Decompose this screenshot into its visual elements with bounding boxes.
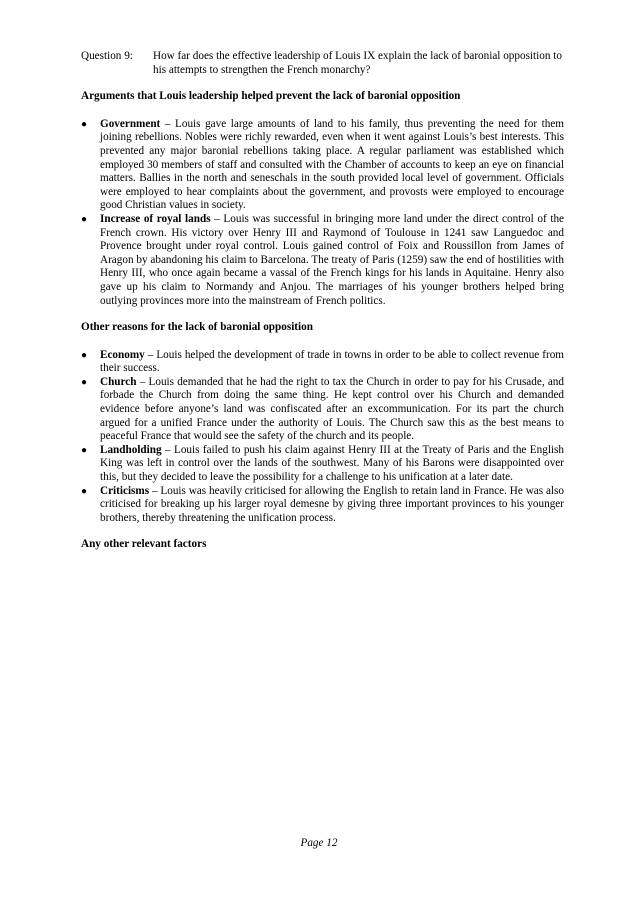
item-term: Criticisms: [100, 484, 150, 497]
bullet-icon: ●: [81, 376, 88, 388]
item-term: Church: [100, 375, 137, 388]
list-item: [81, 213, 564, 308]
item-term: Government: [100, 117, 161, 130]
bullet-icon: ●: [81, 349, 88, 361]
item-text: – Louis helped the development of trade in towns in order to be able to collect revenue from their success.: [100, 348, 564, 375]
list-item: [81, 444, 564, 485]
bullet-list-other-reasons: [81, 349, 564, 526]
question-label: Question 9:: [81, 50, 133, 62]
item-text: – Louis failed to push his claim against Henry III at the Treaty of Paris and the English King was left in control over the lands of the southwest. Many of his Barons were disappointed over this, but they decided to leave the possibility for a challenge to his unification at a later date.: [100, 443, 564, 484]
bullet-icon: ●: [81, 213, 88, 225]
item-text: – Louis gave large amounts of land to his family, thus preventing the need for them joining rebellions. Nobles were richly rewarded, even when it went against Louis’s best interests. This prevented any major baronial rebellions taking place. A regular parliament was established which employed 30 members of staff and consulted with the Chamber of accounts to keep an eye on financial matters. Ballies in the north and seneschals in the south provided local level of government. Officials were employed to hear complaints about the government, and provosts were employed to encourage good Christian values in society.: [100, 117, 564, 212]
item-term: Increase of royal lands: [100, 212, 211, 225]
bullet-icon: ●: [81, 485, 88, 497]
page-number: Page 12: [300, 837, 338, 849]
bullet-list-arguments: [81, 118, 564, 308]
item-term: Landholding: [100, 443, 162, 456]
bullet-icon: ●: [81, 118, 88, 130]
list-item: [81, 118, 564, 213]
document-page: [81, 44, 564, 552]
list-item: [81, 485, 564, 526]
list-item: [81, 349, 564, 376]
question-block: [81, 50, 564, 77]
item-text: – Louis demanded that he had the right to tax the Church in order to pay for his Crusade, and forbade the Church from doing the same thing. He kept control over his Church and demanded evidence before anyone’s land was confiscated after an excommunication. For its part the church argued for a unified France under the authority of Louis. The Church saw this as the best means to peaceful France that would see the safety of the church and its people.: [100, 375, 564, 443]
section-heading-other-factors: Any other relevant factors: [81, 538, 207, 551]
section-heading-other-reasons: Other reasons for the lack of baronial opposition: [81, 321, 313, 334]
list-item: [81, 376, 564, 444]
bullet-icon: ●: [81, 444, 88, 456]
item-text: – Louis was heavily criticised for allowing the English to retain land in France. He was also criticised for breaking up his larger royal demesne by giving three important provinces to his younger brothers, thereby threatening the unification process.: [100, 484, 564, 524]
question-text: How far does the effective leadership of Louis IX explain the lack of baronial opposition to his attempts to strengthen the French monarchy?: [153, 50, 562, 76]
section-heading-arguments: Arguments that Louis leadership helped prevent the lack of baronial opposition: [81, 90, 461, 103]
item-text: – Louis was successful in bringing more land under the direct control of the French crown. His victory over Henry III and Raymond of Toulouse in 1241 saw Languedoc and Provence brought under royal control. Louis gained control of Foix and Roussillon from James of Aragon by abandoning his claim to Barcelona. The treaty of Paris (1259) saw the end of hostilities with Henry III, who once again became a vassal of the French kings for his lands in Aquitaine. Henry also gave up his claim to Normandy and Anjou. The marriages of his younger brothers helped bring outlying provinces more into the mainstream of French politics.: [100, 212, 565, 307]
item-term: Economy: [100, 348, 145, 361]
